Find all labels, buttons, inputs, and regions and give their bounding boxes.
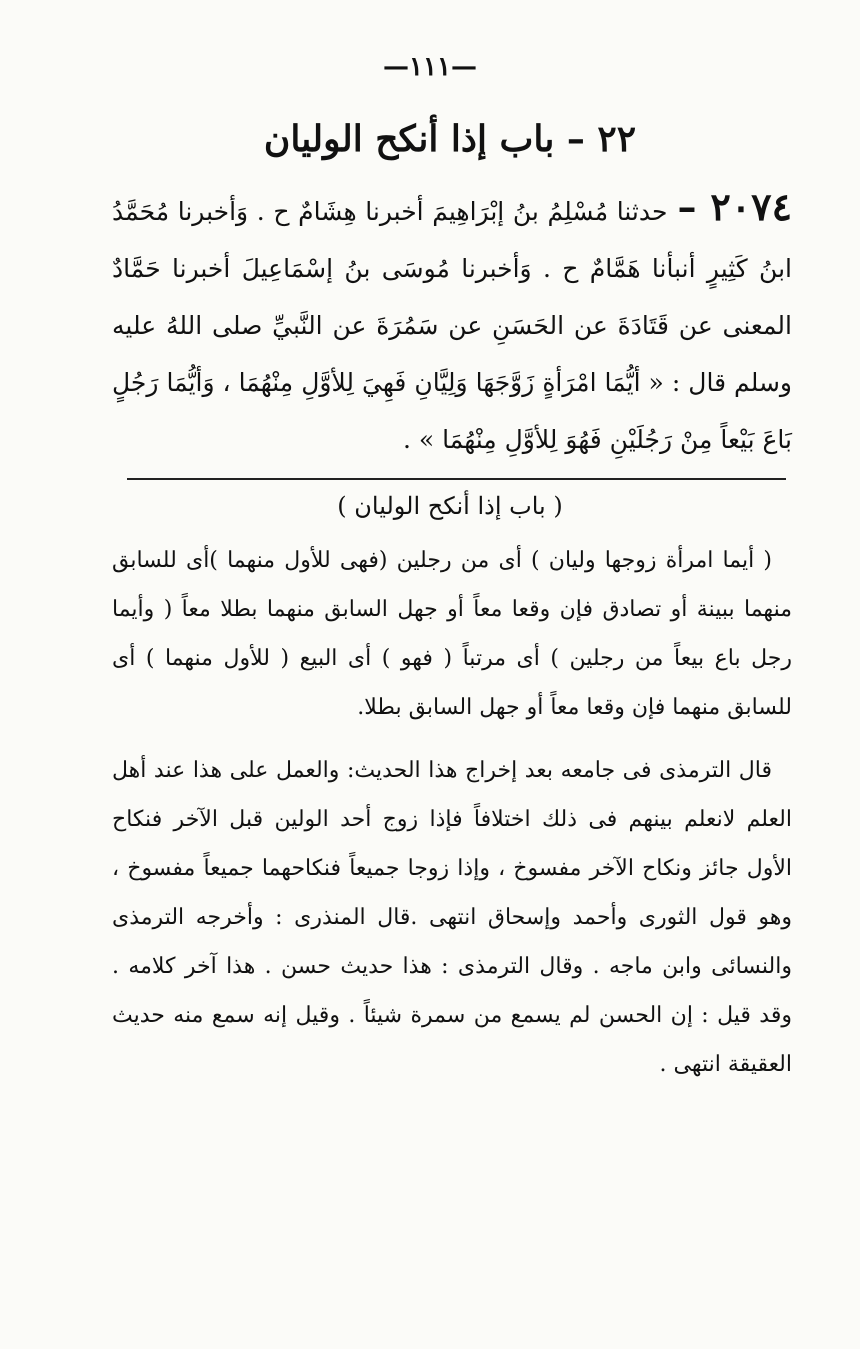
hadith-block (112, 178, 792, 468)
commentary-paragraph: قال الترمذى فى جامعه بعد إخراج هذا الحديث: والعمل على هذا عند أهل العلم لانعلم بينهم فى ذلك اختلافاً فإذا زوج أحد الولين قبل الآخر فنكاح الأول جائز ونكاح الآخر مفسوخ ، وإذا زوجا جميعاً فنكاحهما جميعاً مفسوخ ، وهو قول الثورى وأحمد وإسحاق انتهى .قال المنذرى : وأخرجه الترمذى والنسائى وابن ماجه . وقال الترمذى : هذا حديث حسن . هذا آخر كلامه . وقد قيل : إن الحسن لم يسمع من سمرة شيئاً . وقيل إنه سمع منه حديث العقيقة انتهى . (112, 758, 792, 1077)
hadith-text: حدثنا مُسْلِمُ بنُ إبْرَاهِيمَ أخبرنا هِشَامٌ ح . وَأخبرنا مُحَمَّدُ ابنُ كَثِيرٍ أنبأنا هَمَّامٌ ح . وَأخبرنا مُوسَى بنُ إسْمَاعِيلَ أخبرنا حَمَّادٌ المعنى عن قَتَادَةَ عن الحَسَنِ عن سَمُرَةَ عن النَّبيِّ صلى اللهُ عليه وسلم قال : « أيُّمَا امْرَأةٍ زَوَّجَهَا وَلِيَّانِ فَهِيَ لِلأوَّلِ مِنْهُمَا ، وَأيُّمَا رَجُلٍ بَاعَ بَيْعاً مِنْ رَجُلَيْنِ فَهُوَ لِلأوَّلِ مِنْهُمَا » . (112, 197, 792, 454)
footnote-divider (127, 478, 786, 480)
commentary-block (112, 536, 792, 1089)
page-number: —١١١— (383, 52, 477, 82)
commentary-heading: ( باب إذا أنكح الوليان ) (337, 492, 563, 520)
chapter-title: ٢٢ – باب إذا أنكح الوليان (263, 118, 637, 160)
commentary-paragraph: ( أيما امرأة زوجها وليان ) أى من رجلين (فهى للأول منهما )أى للسابق منهما ببينة أو تصادق فإن وقعا معاً أو جهل السابق منهما بطلا معاً ( وأيما رجل باع بيعاً من رجلين ) أى مرتباً ( فهو ) أى البيع ( للأول منهما ) أى للسابق منهما فإن وقعا معاً أو جهل السابق بطلا. (112, 548, 792, 720)
hadith-number: ٢٠٧٤ – (677, 184, 792, 229)
